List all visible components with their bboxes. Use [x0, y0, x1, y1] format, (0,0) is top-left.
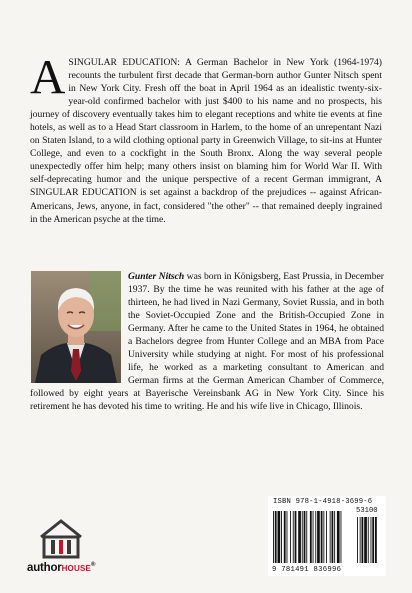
publisher-logo-text — [27, 562, 95, 574]
barcode-icon — [273, 507, 383, 565]
price-code: 53100 — [356, 507, 378, 515]
drop-cap: A — [30, 49, 66, 104]
bio-text: was born in Königsberg, East Prussia, in December 1937. By the time he was reunited with his father at the age of thirteen, he had lived in Nazi Germany, Soviet Russia, and in both the Soviet-Occupied Zone and the British-Occupied Zone in Germany. After he came to the United States in 1964, he obtained a Bachelors degree from Hunter College and an MBA from Pace University while studying at night. For most of his professional life, he worked as a marketing consultant to American and German firms at the German American Chamber of Commerce, followed by eight years at Bayerische Vereinsbank AG in New York City. Since his retirement he has devoted his time to writing. He and his wife live in Chicago, Illinois. — [30, 271, 385, 413]
blurb-text: SINGULAR EDUCATION: A German Bachelor in New York (1964-1974) recounts the turbulent first decade that German-born author Gunter Nitsch spent in New York City. Fresh off the boat in April 1964 as an idealistic twenty-six-year-old confirmed bachelor with just $400 to his name and no prospects, his journey of discovery eventually takes him to elegant receptions and white tie events at fine hotels, as well as to a Head Start classroom in Harlem, to the home of an unrepentant Nazi on Staten Island, to a wild clothing optional party in Greenwich Village, to sit-ins at Hunter College, and even to a cockfight in the South Bronx. Along the way several people unexpectedly offer him help; many others insist on blaming him for World War II. With self-deprecating humor and the unique perspective of a recent German immigrant, A SINGULAR EDUCATION is set against a backdrop of the prejudices -- against African-Americans, Jews, anyone, in fact, considered "the other" -- that remained deeply ingrained in the American psyche at the time. — [30, 57, 382, 225]
logo-trademark: ® — [91, 562, 96, 569]
author-name: Gunter Nitsch — [128, 271, 185, 282]
barcode-digits: 9 781491 836996 — [272, 566, 342, 574]
isbn-label: ISBN 978-1-4918-3699-6 — [273, 498, 373, 506]
author-bio — [30, 270, 384, 414]
logo-upper: HOUSE — [61, 564, 92, 573]
book-blurb — [30, 49, 382, 226]
logo-lower: author — [27, 562, 62, 574]
